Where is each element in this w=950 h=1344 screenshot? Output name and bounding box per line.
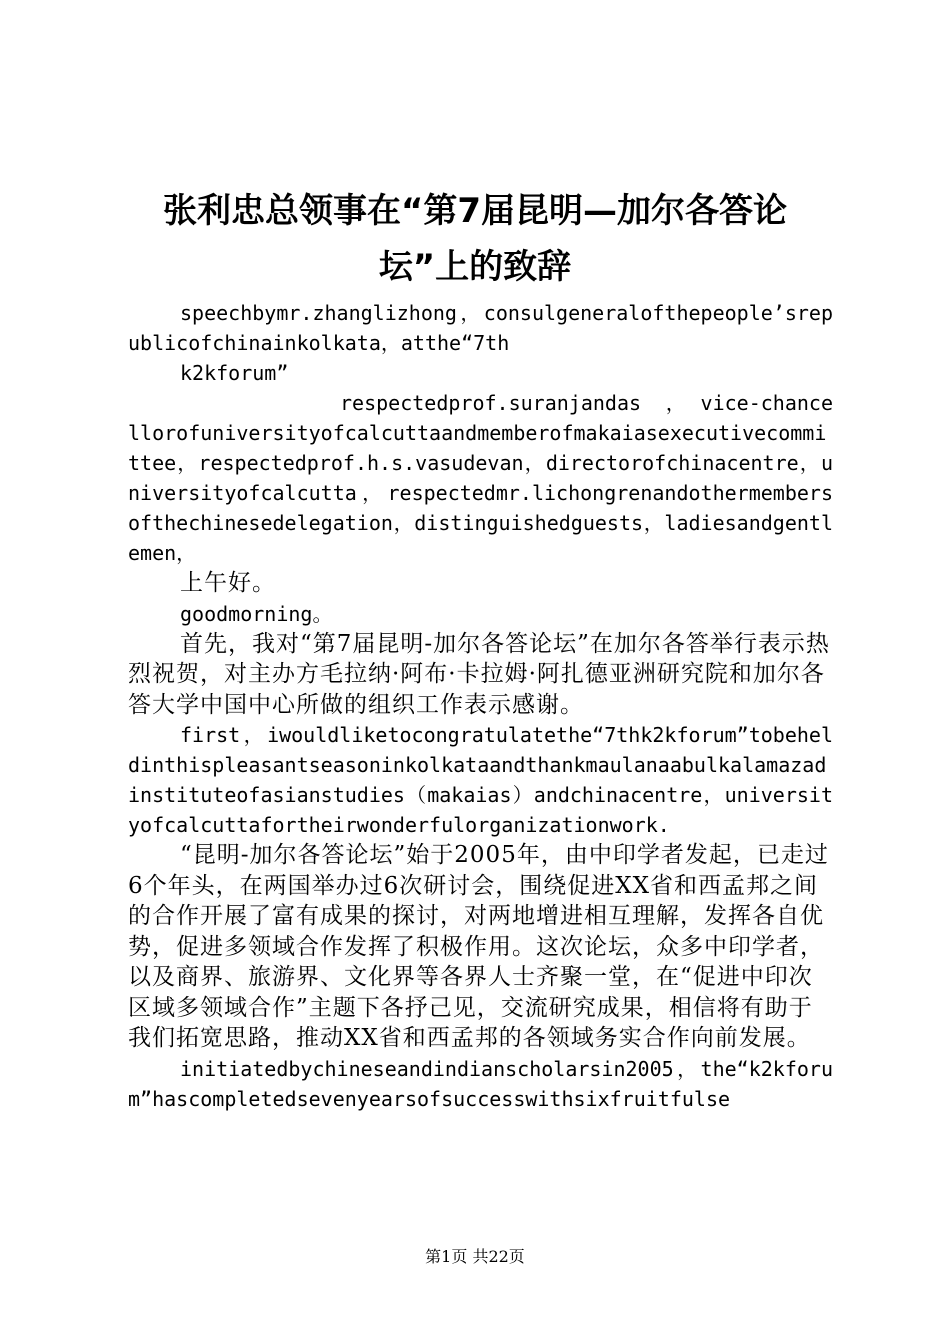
paragraph-forum-name: k2kforum”	[180, 361, 289, 385]
page-number-footer: 第1页 共22页	[425, 1247, 525, 1266]
document-title: 张利忠总领事在“第7届昆明—加尔各答论坛”上的致辞	[162, 191, 787, 287]
paragraph-greeting-zh: 上午好。	[180, 570, 276, 596]
paragraph-greeting-en: goodmorning。	[180, 601, 333, 626]
document-body	[128, 298, 833, 1114]
paragraph-congratulations-zh: 首先，我对“第7届昆明-加尔各答论坛”在加尔各答举行表示热烈祝贺，对主办方毛拉纳·阿布·卡拉姆·阿扎德亚洲研究院和加尔各答大学中国中心所做的组织工作表示感谢。	[128, 630, 830, 718]
paragraph-congratulations-en: first，iwouldliketocongratulatethe“7thk2kforum”tobeheldinthispleasantseasoninkolkataandthankmaulanaabulkalamazadinstituteofasianstudies（makaias）andchinacentre，universityofcalcuttafortheirwonderfulorganizationwork.	[128, 723, 833, 837]
paragraph-forum-history-en: initiatedbychineseandindianscholarsin2005，the“k2kforum”hascompletedsevenyearsofsuccesswithsixfruitfulse	[128, 1056, 833, 1111]
paragraph-forum-history-zh: “昆明-加尔各答论坛”始于2005年，由中印学者发起，已走过6个年头，在两国举办过6次研讨会，围绕促进XX省和西孟邦之间的合作开展了富有成果的探讨，对两地增进相互理解，发挥各自优势，促进多领域合作发挥了积极作用。这次论坛，众多中印学者，以及商界、旅游界、文化界等各界人士齐聚一堂，在“促进中印次区域多领域合作”主题下各抒己见，交流研究成果，相信将有助于我们拓宽思路，推动XX省和西孟邦的各领域务实合作向前发展。	[128, 842, 829, 1051]
paragraph-speech-heading: speechbymr.zhanglizhong，consulgeneralofthepeople’srepublicofchinainkolkata，atthe“7th	[128, 301, 833, 355]
paragraph-salutation-en: respectedprof.suranjandas ， vice-chancellorofuniversityofcalcuttaandmemberofmakaiasexecutivecommittee，respectedprof.h.s.vasudevan，directorofchinacentre，universityofcalcutta，respectedmr.lichongrenandothermembersofthechinesedelegation，distinguishedguests，ladiesandgentlemen，	[128, 391, 833, 565]
